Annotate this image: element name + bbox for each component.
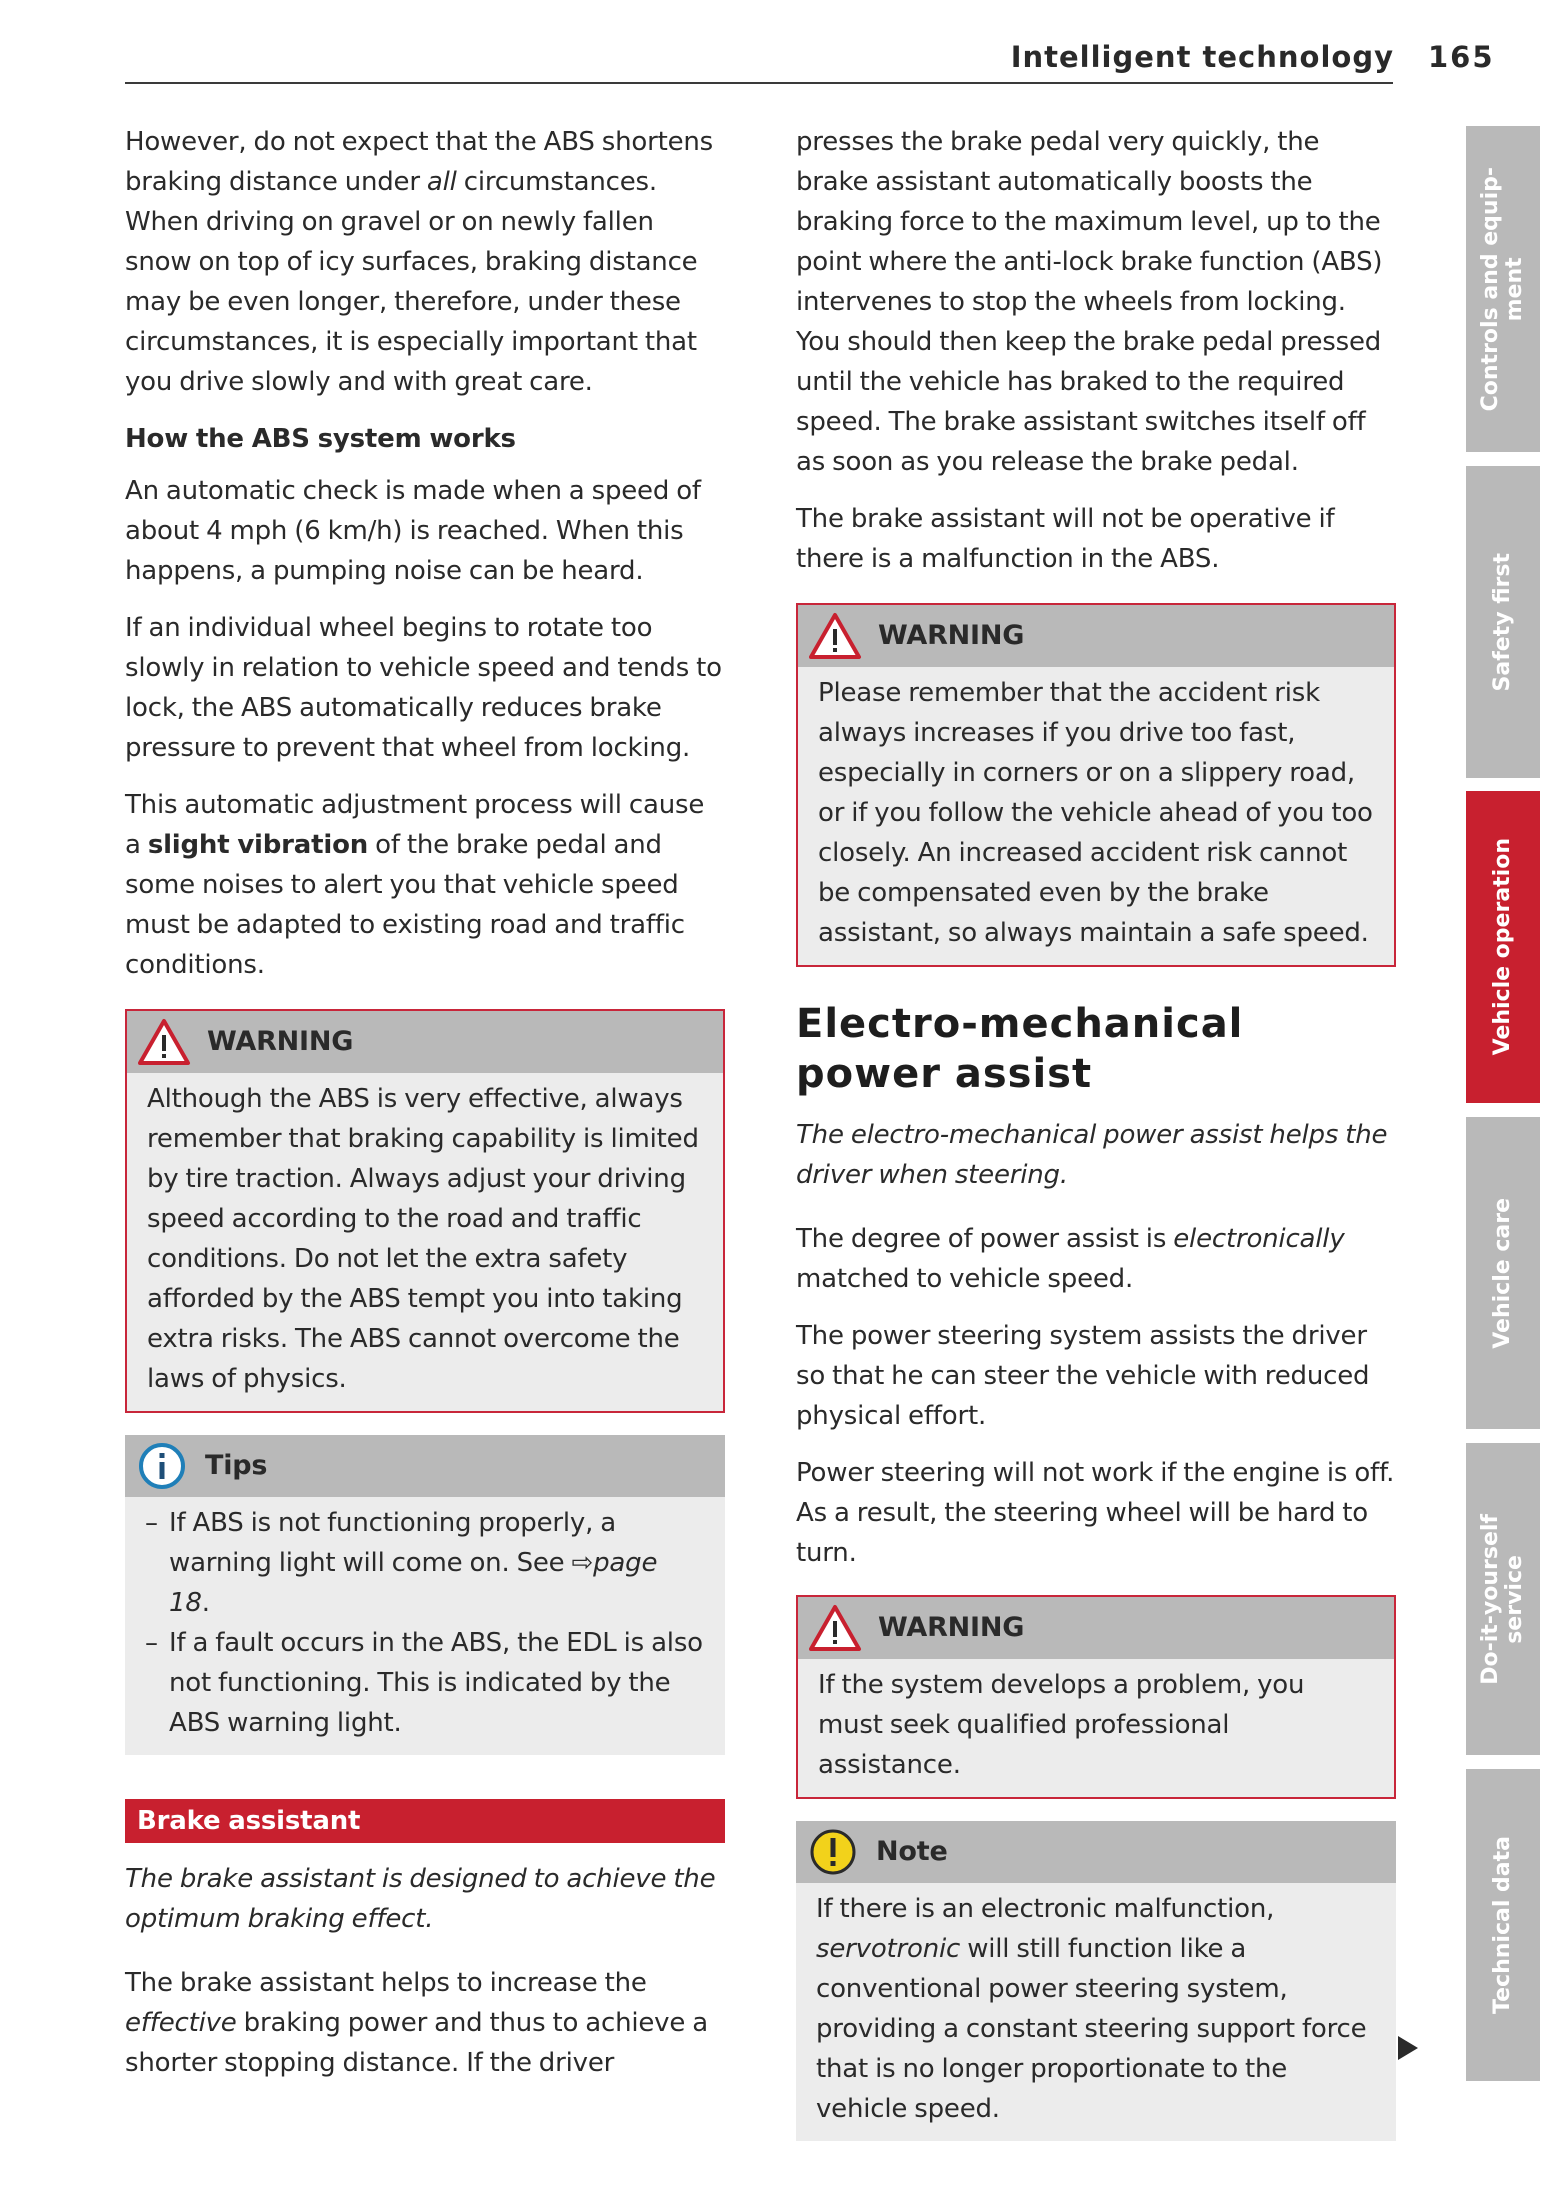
paragraph: The degree of power assist is electronically matched to vehicle speed. [796, 1224, 1345, 1294]
warning-text: Please remember that the accident risk always increases if you drive too fast, especially in corners or on a slippery road, or if you follow the vehicle ahead of you too closely. An increased accident risk cannot be compensated even by the brake assistant, so always maintain a safe speed. [818, 678, 1373, 948]
list-item: – If a fault occurs in the ABS, the EDL is also not functioning. This is indicated by the ABS warning light. [145, 1628, 703, 1738]
warning-box [125, 1009, 725, 1413]
header-rule [125, 82, 1393, 84]
chapter-tab-controls[interactable]: Controls and equip- ment [1466, 126, 1540, 452]
chapter-tab-safety[interactable]: Safety first [1466, 466, 1540, 778]
paragraph: The power steering system assists the driver so that he can steer the vehicle with reduced physical effort. [796, 1321, 1370, 1431]
warning-triangle-icon [135, 1017, 193, 1067]
warning-box-header [798, 1597, 1394, 1659]
warning-triangle-icon [806, 611, 864, 661]
note-box [796, 1821, 1396, 2141]
paragraph: Power steering will not work if the engine is off. As a result, the steering wheel will be hard to turn. [796, 1458, 1395, 1568]
note-title: Note [876, 1836, 948, 1867]
chapter-tab-vehicle-care[interactable]: Vehicle care [1466, 1117, 1540, 1429]
page-reference-link[interactable]: ⇨page 18 [169, 1548, 658, 1618]
section-heading-abs: How the ABS system works [125, 424, 516, 454]
paragraph: This automatic adjustment process will cause a slight vibration of the brake pedal and some noises to alert you that vehicle speed must be adapted to existing road and traffic conditions. [125, 790, 705, 980]
paragraph: If an individual wheel begins to rotate too slowly in relation to vehicle speed and tends to lock, the ABS automatically reduces brake pressure to prevent that wheel from locking. [125, 613, 722, 763]
tips-box-header [125, 1435, 725, 1497]
list-item: – If ABS is not functioning properly, a warning light will come on. See ⇨page 18. [145, 1508, 658, 1618]
chapter-tab-vehicle-operation[interactable]: Vehicle operation [1466, 791, 1540, 1103]
chapter-tab-do-it-yourself[interactable]: Do-it-yourself service [1466, 1443, 1540, 1755]
tips-box [125, 1435, 725, 1755]
right-column [796, 122, 1396, 2163]
note-text: If there is an electronic malfunction, servotronic will still function like a conventional power steering system, providing a constant steering support force that is no longer proportionate to the vehicle speed. [816, 1894, 1367, 2124]
warning-text: Although the ABS is very effective, always remember that braking capability is limited by tire traction. Always adjust your driving speed according to the road and traffic conditions. Do not let the extra safety afforded by the ABS tempt you into taking extra risks. The ABS cannot overcome the laws of physics. [147, 1084, 699, 1394]
warning-box [796, 603, 1396, 967]
warning-title: WARNING [207, 1026, 354, 1057]
note-box-header [796, 1821, 1396, 1883]
exclamation-icon [804, 1827, 862, 1877]
tips-body [125, 1497, 725, 1755]
warning-text: If the system develops a problem, you must seek qualified professional assistance. [818, 1670, 1305, 1780]
chapter-tab-technical-data[interactable]: Technical data [1466, 1769, 1540, 2081]
page-header-title: Intelligent technology [1010, 40, 1394, 74]
section-intro: The electro-mechanical power assist helps the driver when steering. [796, 1120, 1388, 1190]
paragraph: The brake assistant helps to increase the effective braking power and thus to achieve a shorter stopping distance. If the driver [125, 1968, 708, 2078]
paragraph: The brake assistant will not be operative if there is a malfunction in the ABS. [796, 504, 1335, 574]
tips-title: Tips [205, 1450, 268, 1481]
left-column [125, 122, 725, 2100]
section-heading-power-assist: Electro-mechanical power assist [796, 1001, 1244, 1097]
info-icon [133, 1441, 191, 1491]
section-intro: The brake assistant is designed to achieve the optimum braking effect. [125, 1864, 716, 1934]
continue-arrow-icon [1398, 2036, 1418, 2060]
warning-box-header [798, 605, 1394, 667]
warning-box-header [127, 1011, 723, 1073]
warning-triangle-icon [806, 1603, 864, 1653]
warning-box [796, 1595, 1396, 1799]
warning-title: WARNING [878, 1612, 1025, 1643]
page-number: 165 [1428, 40, 1495, 74]
section-bar-brake-assistant: Brake assistant [125, 1799, 725, 1843]
warning-title: WARNING [878, 620, 1025, 651]
paragraph: However, do not expect that the ABS shortens braking distance under all circumstances. When driving on gravel or on newly fallen snow on top of icy surfaces, braking distance may be even longer, therefore, under these circumstances, it is especially important that you drive slowly and with great care. [125, 127, 713, 397]
paragraph: An automatic check is made when a speed of about 4 mph (6 km/h) is reached. When this happens, a pumping noise can be heard. [125, 476, 701, 586]
chapter-tabs [1466, 0, 1557, 2208]
paragraph: presses the brake pedal very quickly, the brake assistant automatically boosts the braking force to the maximum level, up to the point where the anti-lock brake function (ABS) intervenes to stop the wheels from locking. You should then keep the brake pedal pressed until the vehicle has braked to the required speed. The brake assistant switches itself off as soon as you release the brake pedal. [796, 127, 1383, 477]
